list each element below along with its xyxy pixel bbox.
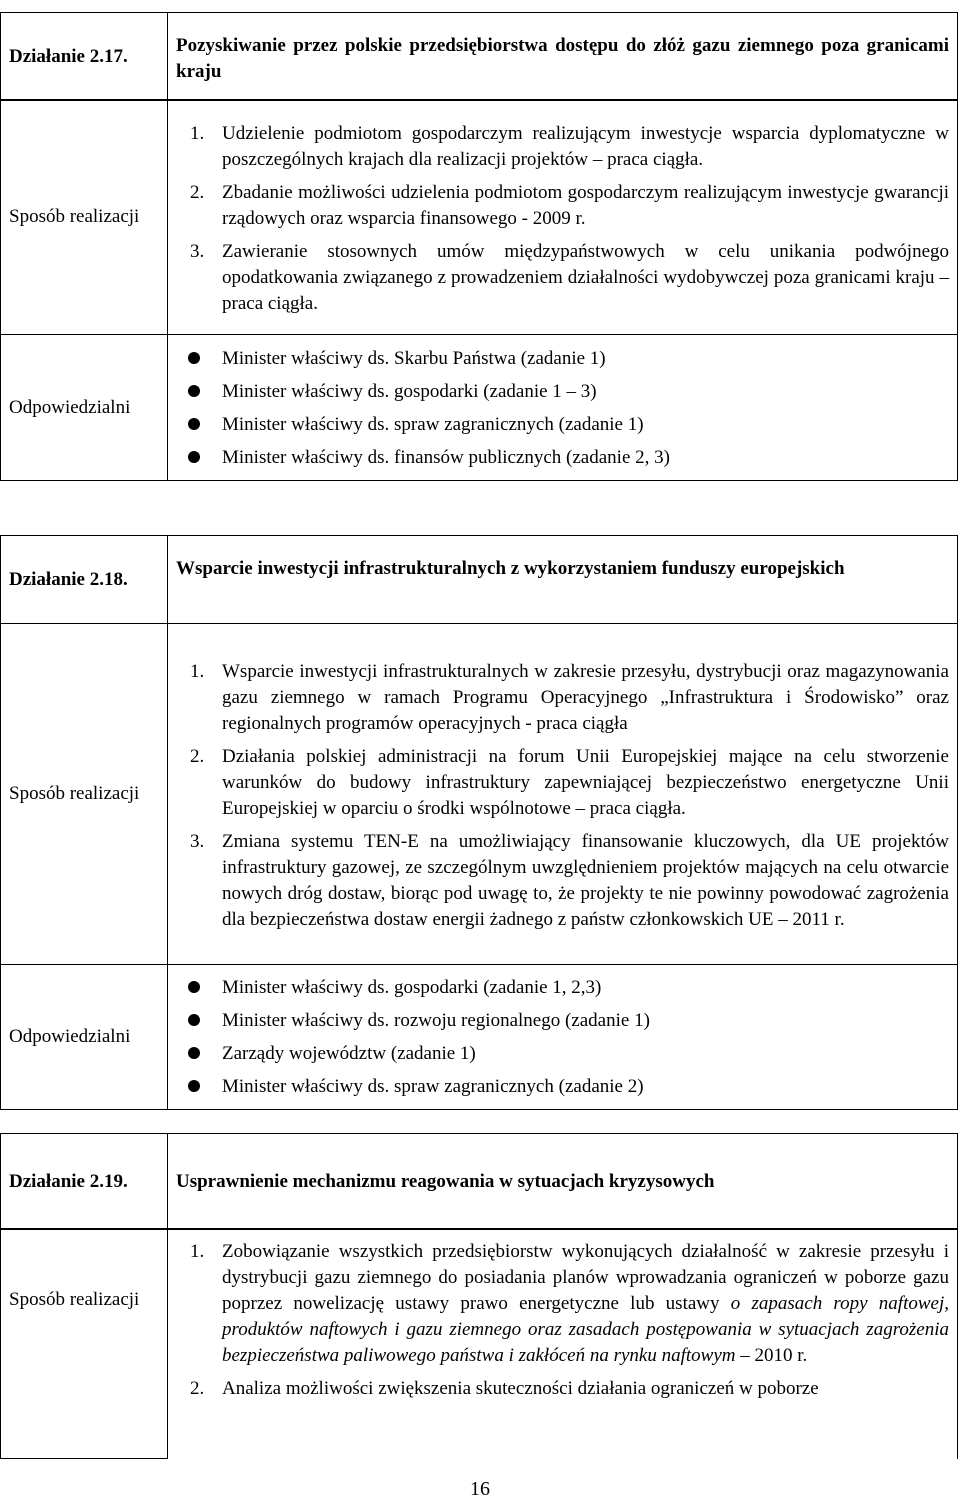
method-list bbox=[176, 659, 949, 933]
action-2-19-body bbox=[0, 1228, 958, 1459]
list-item: 1. Zobowiązanie wszystkich przedsiębiorstw wykonujących działalność w zakresie przesyłu i dystrybucji gazu ziemnego do posiadania planów wprowadzania ograniczeń w poborze gazu poprzez nowelizację ustawy prawo energetyczne lub ustawy o zapasach ropy naftowej, produktów naftowych i gazu ziemnego oraz zasadach postępowania w sytuacjach zagrożenia bezpieczeństwa paliwowego państwa i zakłóceń na rynku naftowym – 2010 r. bbox=[190, 1241, 949, 1366]
list-item: 2. Działania polskiej administracji na forum Unii Europejskiej mające na celu stworzenie warunków do budowy infrastruktury zapewniającej bezpieczeństwo energetyczne Unii Europejskiej w oparciu o środki wspólnotowe – praca ciągła. bbox=[190, 746, 949, 819]
responsible-label: Odpowiedzialni bbox=[1, 335, 168, 481]
list-item: Minister właściwy ds. spraw zagranicznych (zadanie 2) bbox=[176, 1070, 949, 1103]
method-list bbox=[176, 121, 949, 317]
action-2-18-body bbox=[0, 623, 958, 1110]
list-item: 1. Udzielenie podmiotom gospodarczym realizującym inwestycje wsparcia dyplomatyczne w poszczególnych krajach dla realizacji projektów – praca ciągła. bbox=[190, 123, 949, 170]
method-label: Sposób realizacji bbox=[1, 624, 168, 965]
responsible-list bbox=[176, 342, 949, 474]
list-item: 2. Analiza możliwości zwiększenia skuteczności działania ograniczeń w poborze bbox=[190, 1378, 819, 1399]
list-item: Minister właściwy ds. spraw zagranicznych (zadanie 1) bbox=[176, 408, 949, 441]
action-title: Pozyskiwanie przez polskie przedsiębiorstwa dostępu do złóż gazu ziemnego poza granicami kraju bbox=[168, 13, 958, 101]
action-2-18-header bbox=[0, 535, 958, 624]
bullet-icon bbox=[188, 418, 200, 430]
action-number: Działanie 2.19. bbox=[1, 1134, 168, 1230]
method-label: Sposób realizacji bbox=[1, 1229, 168, 1459]
action-2-17-body bbox=[0, 99, 958, 481]
bullet-icon bbox=[188, 451, 200, 463]
bullet-icon bbox=[188, 385, 200, 397]
action-number: Działanie 2.17. bbox=[1, 13, 168, 101]
action-title: Usprawnienie mechanizmu reagowania w sytuacjach kryzysowych bbox=[168, 1134, 958, 1230]
page-number: 16 bbox=[470, 1478, 490, 1500]
bullet-icon bbox=[188, 981, 200, 993]
list-item: Minister właściwy ds. finansów publicznych (zadanie 2, 3) bbox=[176, 441, 949, 474]
responsible-list bbox=[176, 971, 949, 1103]
list-item: Minister właściwy ds. rozwoju regionalnego (zadanie 1) bbox=[176, 1004, 949, 1037]
list-item: 3. Zawieranie stosownych umów międzypaństwowych w celu unikania podwójnego opodatkowania związanego z prowadzeniem działalności wydobywczej poza granicami kraju – praca ciągła. bbox=[190, 241, 949, 314]
list-item: Minister właściwy ds. gospodarki (zadanie 1 – 3) bbox=[176, 375, 949, 408]
list-item: Minister właściwy ds. Skarbu Państwa (zadanie 1) bbox=[176, 342, 949, 375]
action-title: Wsparcie inwestycji infrastrukturalnych z wykorzystaniem funduszy europejskich bbox=[168, 536, 958, 624]
list-item: 1. Wsparcie inwestycji infrastrukturalnych w zakresie przesyłu, dystrybucji oraz magazynowania gazu ziemnego w ramach Programu Operacyjnego „Infrastruktura i Środowisko” oraz regionalnych programów operacyjnych - praca ciągła bbox=[190, 661, 949, 734]
list-item: 3. Zmiana systemu TEN-E na umożliwiający finansowanie kluczowych, dla UE projektów infrastruktury gazowej, ze szczególnym uwzględnieniem projektów mających na celu otwarcie nowych dróg dostaw, biorąc pod uwagę to, że projekty te nie powinny powodować zagrożenia dla bezpieczeństwa dostaw energii żadnego z państw członkowskich UE – 2011 r. bbox=[190, 831, 949, 930]
list-item: Zarządy województw (zadanie 1) bbox=[176, 1037, 949, 1070]
bullet-icon bbox=[188, 352, 200, 364]
list-item: Minister właściwy ds. gospodarki (zadanie 1, 2,3) bbox=[176, 971, 949, 1004]
list-item: 2. Zbadanie możliwości udzielenia podmiotom gospodarczym realizującym inwestycje gwarancji rządowych oraz wsparcia finansowego - 2009 r. bbox=[190, 182, 949, 229]
bullet-icon bbox=[188, 1047, 200, 1059]
bullet-icon bbox=[188, 1014, 200, 1026]
action-2-19-header bbox=[0, 1133, 958, 1230]
bullet-icon bbox=[188, 1080, 200, 1092]
action-number: Działanie 2.18. bbox=[1, 536, 168, 624]
responsible-label: Odpowiedzialni bbox=[1, 965, 168, 1110]
method-label: Sposób realizacji bbox=[1, 100, 168, 335]
action-2-17-header bbox=[0, 12, 958, 101]
method-list bbox=[176, 1239, 949, 1402]
